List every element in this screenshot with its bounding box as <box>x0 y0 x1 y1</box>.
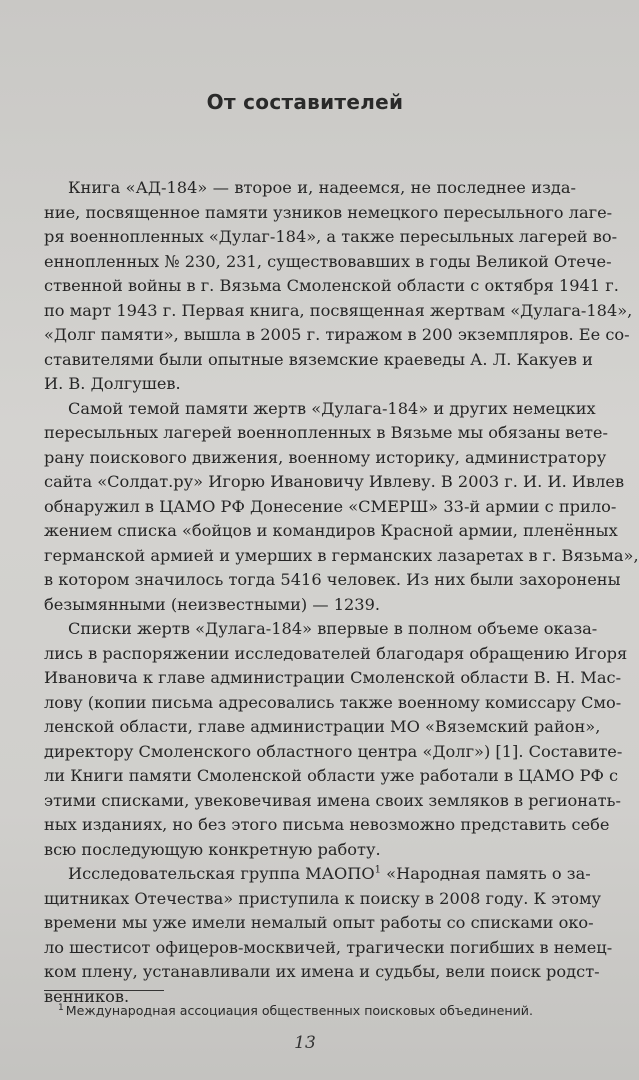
paragraph-4-lead: Исследовательская группа МАОПО <box>68 864 375 883</box>
paragraph-3-line: директору Смоленского областного центра «Долг») [1]. Составите- <box>44 741 623 761</box>
paragraph-1-line: ря военнопленных «Дулаг-184», а также пересыльных лагерей во- <box>44 227 618 246</box>
paragraph-4-line: ком плену, устанавливали их имена и судьбы, вели поиск родст- <box>44 962 600 981</box>
footnote-text: Международная ассоциация общественных поисковых объединений. <box>65 1003 533 1018</box>
paragraph-2-line: сайта «Солдат.ру» Игорю Ивановичу Ивлеву. В 2003 г. И. И. Ивлев <box>44 472 625 491</box>
paragraph-3-line: ных изданиях, но без этого письма невозможно представить себе <box>44 815 610 834</box>
paragraph-2-line: обнаружил в ЦАМО РФ Донесение «СМЕРШ» 33-й армии с прило- <box>44 496 617 516</box>
footnote-number: 1 <box>58 1002 64 1013</box>
paragraph-1-line: ние, посвященное памяти узников немецкого пересыльного лаге- <box>44 202 613 222</box>
paragraph-1-line: по март 1943 г. Первая книга, посвященная жертвам «Дулага-184», <box>44 300 633 320</box>
paragraph-1-line: еннопленных № 230, 231, существовавших в годы Великой Отече- <box>44 251 612 271</box>
paragraph-1-line: «Долг памяти», вышла в 2005 г. тиражом в 200 экземпляров. Ее со- <box>44 325 630 344</box>
page-number: 13 <box>294 1033 316 1053</box>
paragraph-3-line: Ивановича к главе администрации Смоленской области В. Н. Мас- <box>44 668 622 687</box>
paragraph-4-lead-tail: «Народная память о за- <box>381 864 591 883</box>
paragraph-1-line: Книга «АД-184» — второе и, надеемся, не последнее изда- <box>68 178 576 197</box>
paragraph-2-line: рану поискового движения, военному историку, администратору <box>44 447 607 467</box>
paragraph-3-line: ленской области, главе администрации МО «Вяземский район», <box>44 717 601 736</box>
paragraph-2-line: в котором значилось тогда 5416 человек. Из них были захоронены <box>44 570 621 589</box>
paragraph-3-line: лись в распоряжении исследователей благодаря обращению Игоря <box>44 643 628 663</box>
paragraph-4-line: щитниках Отечества» приступила к поиску в 2008 году. К этому <box>44 888 602 908</box>
paragraph-2-line: безымянными (неизвестными) — 1239. <box>44 594 381 614</box>
paragraph-2-line: Самой темой памяти жертв «Дулага-184» и других немецких <box>68 398 596 418</box>
paragraph-4-first-line <box>44 862 591 887</box>
paragraph-1-line: ственной войны в г. Вязьма Смоленской области с октября 1941 г. <box>44 276 619 295</box>
paragraph-2-line: пересыльных лагерей военнопленных в Вязьме мы обязаны вете- <box>44 423 608 442</box>
paragraph-3-line: Списки жертв «Дулага-184» впервые в полном объеме оказа- <box>68 619 598 638</box>
footnote-divider <box>44 990 164 991</box>
paragraph-2-line: жением списка «бойцов и командиров Красной армии, пленённых <box>44 521 618 540</box>
paragraph-3-line: лову (копии письма адресовались также военному комиссару Смо- <box>44 692 622 712</box>
paragraph-1-line: И. В. Долгушев. <box>44 374 181 393</box>
paragraph-2-line: германской армией и умерших в германских лазаретах в г. Вязьма», <box>44 545 639 565</box>
paragraph-1-line: ставителями были опытные вяземские краеведы А. Л. Какуев и <box>44 349 593 369</box>
footnote <box>58 1003 533 1019</box>
paragraph-3-line: ли Книги памяти Смоленской области уже работали в ЦАМО РФ с <box>44 766 619 785</box>
paragraph-4-line: ло шестисот офицеров-москвичей, трагически погибших в немец- <box>44 937 613 957</box>
paragraph-4-line: времени мы уже имели немалый опыт работы со списками око- <box>44 913 594 932</box>
paragraph-3-line: всю последующую конкретную работу. <box>44 839 381 859</box>
body-text <box>44 176 639 1009</box>
paragraph-3-line: этими списками, увековечивая имена своих земляков в регионать- <box>44 790 621 810</box>
paragraph-4-line: венников. <box>44 986 130 1006</box>
page-title: От составителей <box>206 90 404 114</box>
footnote-reference: 1 <box>374 864 382 876</box>
